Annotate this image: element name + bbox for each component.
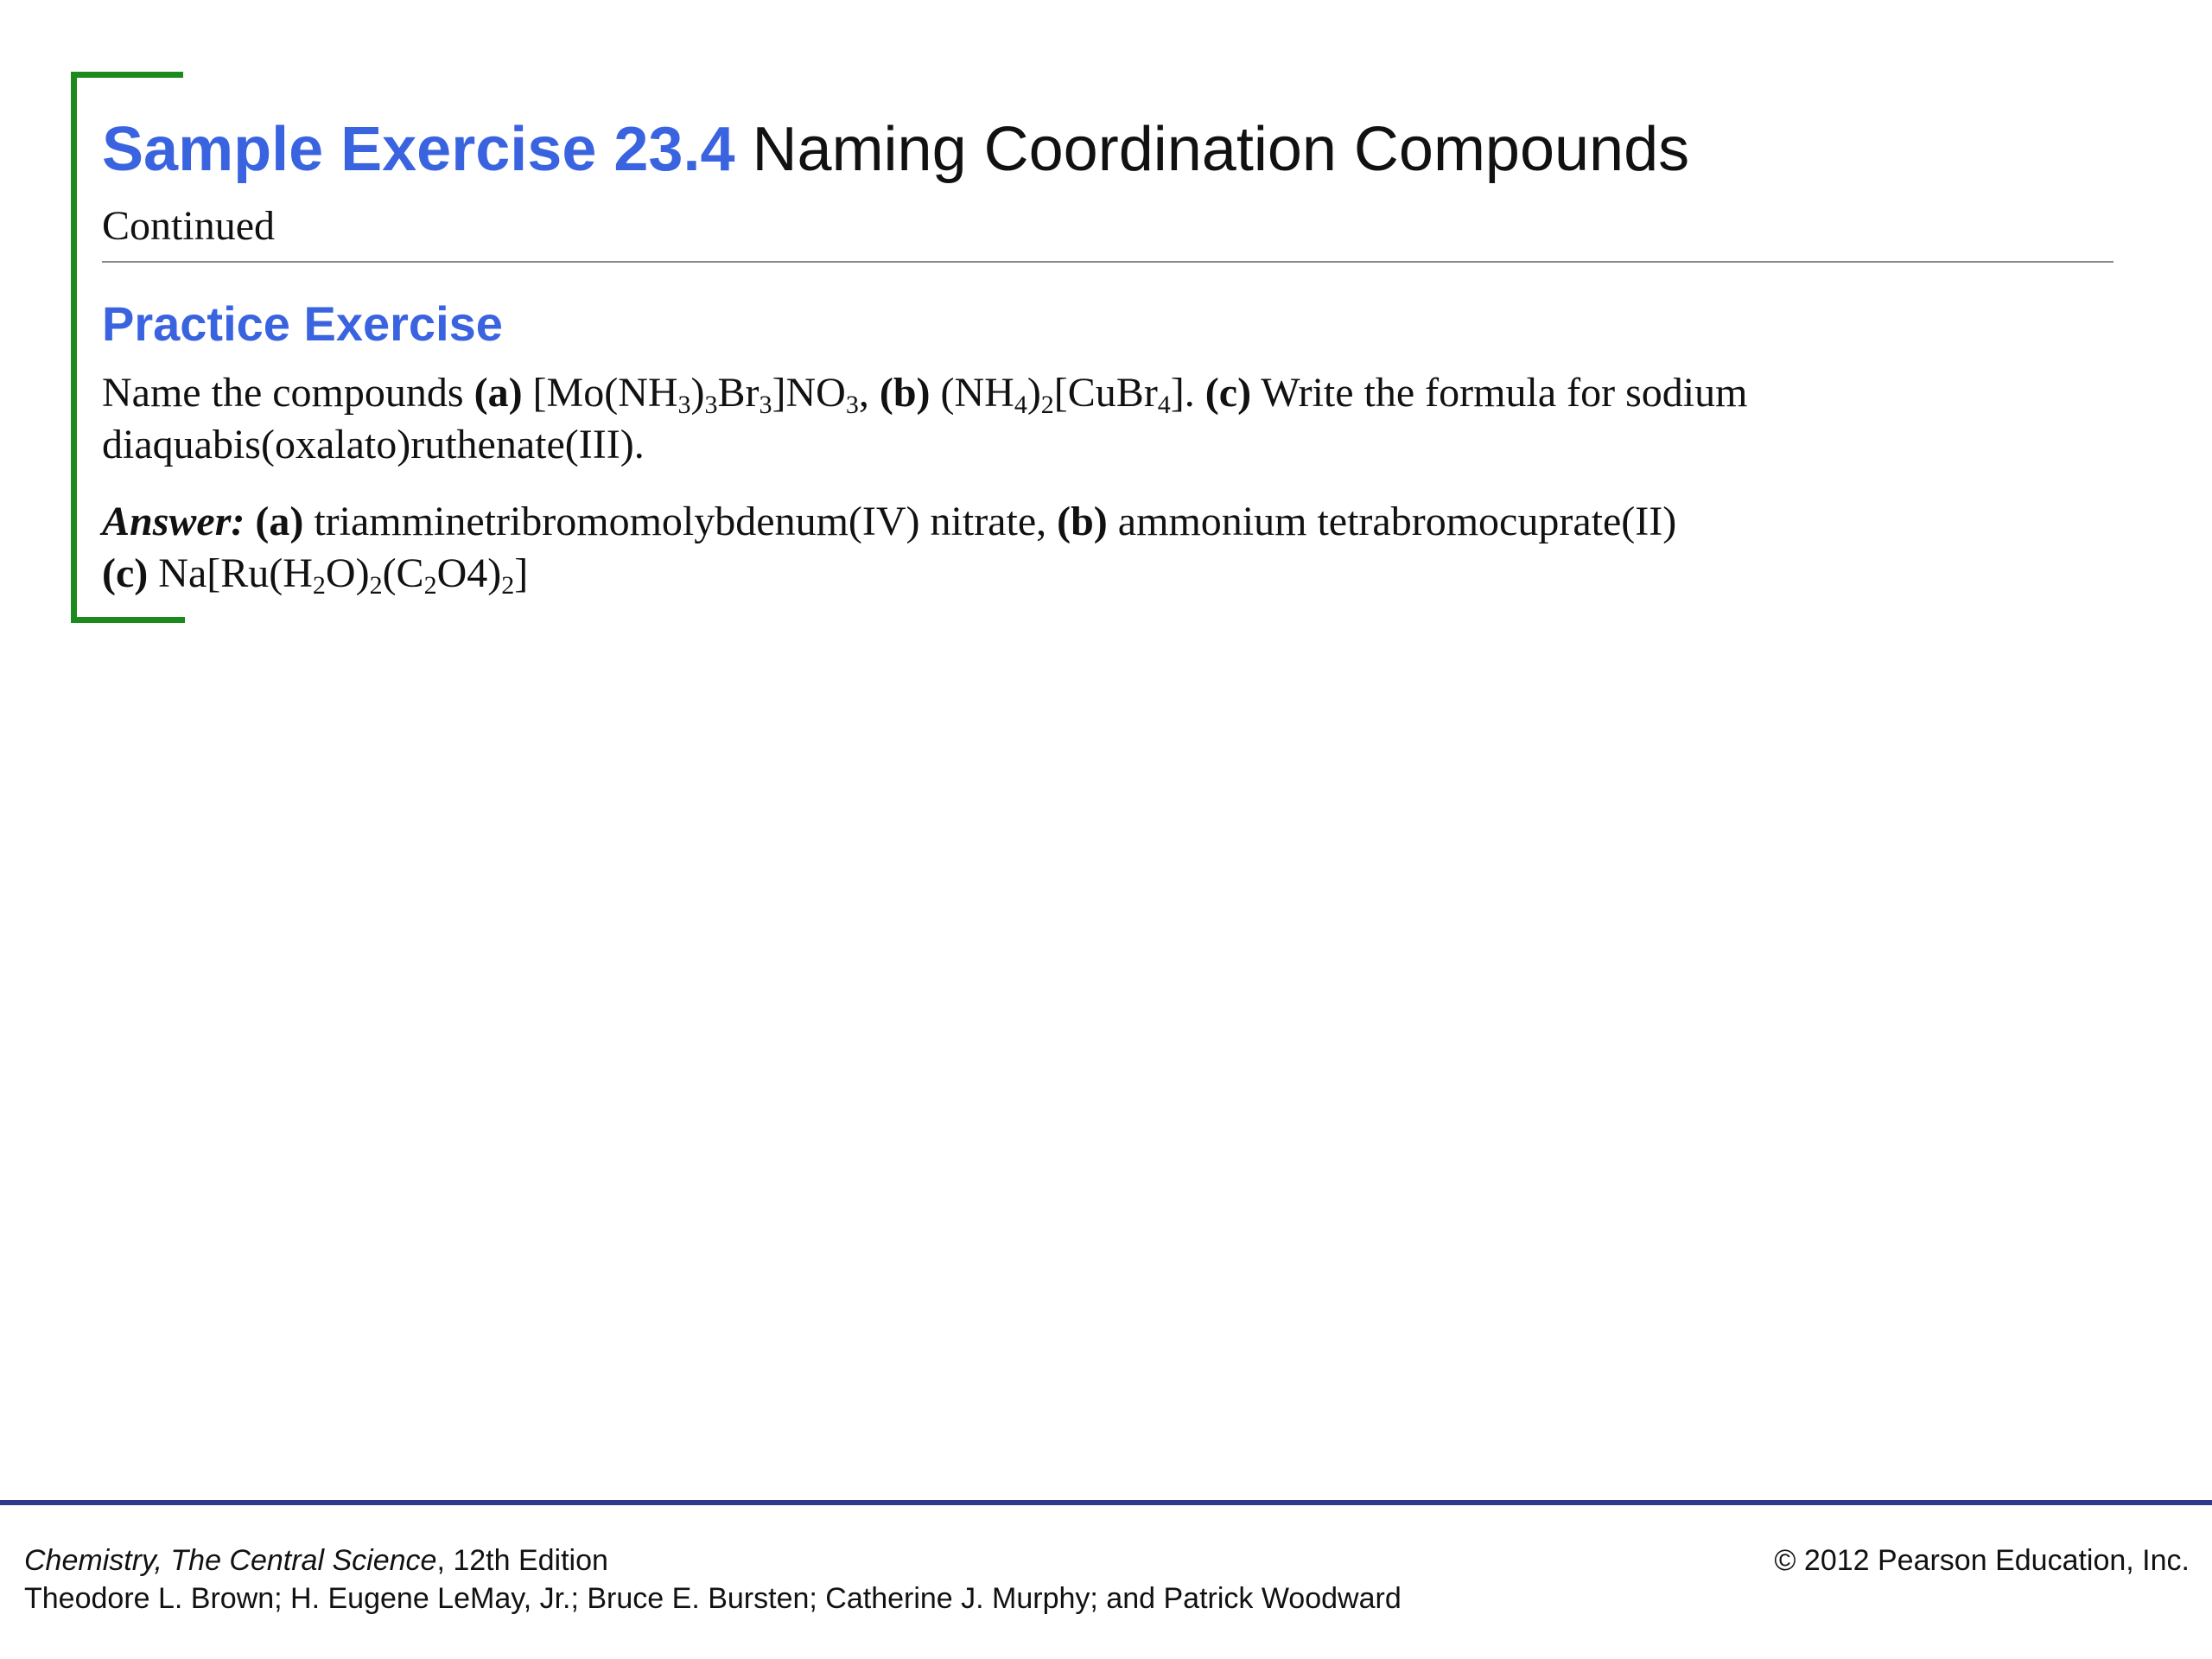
answer-line-2: (c) $Na[Ru(H_2O)_2(C_2O4)_2]$ [102,550,529,600]
subtitle-continued: Continued [102,203,275,249]
question-line-1: Name the compounds (a) $[Mo(NH_3)_3Br_3]NO_3$, (b) $(NH_4)_2[CuBr_4]$. (c) Write the formula for sodium [102,370,1748,419]
title-topic: Naming Coordination Compounds [752,115,1690,184]
footer-divider [0,1500,2212,1505]
question-line-2: diaquabis(oxalato)ruthenate(III). [102,422,645,467]
page-title [102,111,1689,188]
footer-authors: Theodore L. Brown; H. Eugene LeMay, Jr.; Bruce E. Bursten; Catherine J. Murphy; and Patrick Woodward [24,1582,1402,1615]
title-exercise-number: Sample Exercise 23.4 [102,115,735,184]
bracket-bottom-bar [71,617,185,623]
answer-label: Answer: [102,499,245,544]
bracket-top-bar [71,72,183,78]
section-heading: Practice Exercise [102,296,503,351]
header-divider [102,261,2113,263]
answer-line-1: Answer: (a) triamminetribromomolybdenum(IV) nitrate, (b) ammonium tetrabromocuprate(II) [102,499,1677,544]
footer-book-title: Chemistry, The Central Science, 12th Edition [24,1544,608,1577]
bracket-side-bar [71,72,77,623]
footer-copyright: © 2012 Pearson Education, Inc. [1774,1544,2190,1577]
